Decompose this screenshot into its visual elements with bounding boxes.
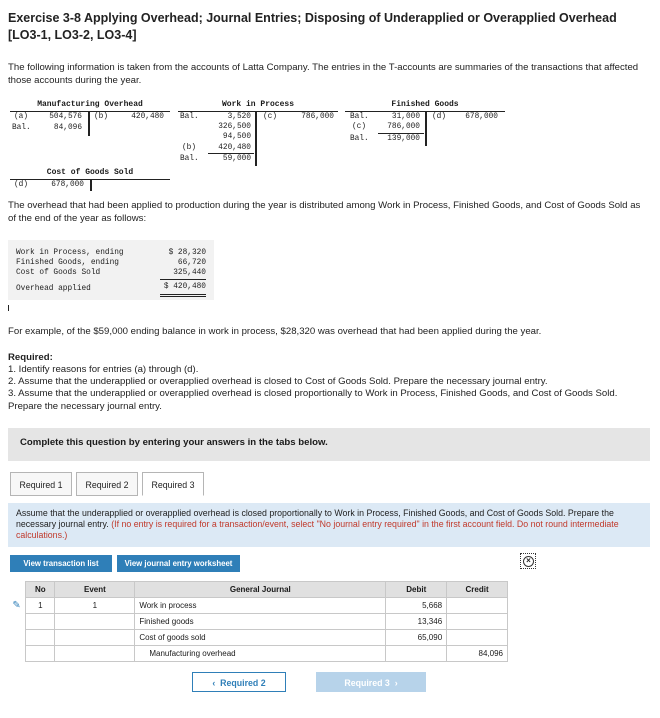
view-transaction-list-button[interactable]: View transaction list — [10, 555, 112, 572]
required-heading: Required: — [8, 352, 53, 363]
table-row: Manufacturing overhead 84,096 — [8, 646, 508, 662]
table-row: ✎ 1 1 Work in process 5,668 — [8, 598, 508, 614]
complete-prompt: Complete this question by entering your answers in the tabs below. — [20, 437, 328, 448]
intro-text: The following information is taken from the accounts of Latta Company. The entries in the T-accounts are summaries of the transactions that affected those accounts during the year. — [8, 62, 639, 86]
instruction-note: (If no entry is required for a transaction/event, select "No journal entry required" in the first account field. Do not round intermediate calculations.) — [16, 519, 619, 540]
required-item-1: 1. Identify reasons for entries (a) through (d). — [8, 364, 199, 375]
example-text: For example, of the $59,000 ending balance in work in process, $28,320 was overhead that had been applied during the year. — [8, 326, 542, 337]
distribution-text: The overhead that had been applied to production during the year is distributed among Work in Process, Finished Goods, and Cost of Goods Sold as of the end of the year as follows: — [8, 200, 641, 224]
required-item-3: 3. Assume that the underapplied or overapplied overhead is closed proportionally to Work in Process, Finished Goods, and Cost of Goods Sold. Prepare the necessary journal entry. — [8, 388, 618, 412]
col-no: No — [26, 582, 55, 598]
tab-required-2[interactable]: Required 2 — [76, 472, 138, 496]
tab-required-1[interactable]: Required 1 — [10, 472, 72, 496]
taccount-mfg-title: Manufacturing Overhead — [37, 100, 143, 109]
col-event: Event — [55, 582, 135, 598]
chevron-right-icon: › — [394, 678, 398, 688]
page-title: Exercise 3-8 Applying Overhead; Journal Entries; Disposing of Underapplied or Overapplied Overhead [LO3-1, LO3-2, LO3-4] — [8, 11, 617, 42]
instruction-main: Assume that the underapplied or overapplied overhead is closed proportionally to Work in Process, Finished Goods, and Cost of Goods Sold. Prepare the necessary journal entry. — [16, 508, 614, 529]
journal-table — [8, 581, 508, 662]
close-icon[interactable]: × — [520, 553, 536, 569]
taccount-wip-title: Work in Process — [221, 100, 294, 109]
pencil-icon[interactable]: ✎ — [12, 600, 21, 611]
col-debit: Debit — [386, 582, 447, 598]
instruction-box — [8, 503, 650, 547]
tab-required-3[interactable]: Required 3 — [142, 472, 204, 496]
chevron-left-icon: ‹ — [212, 678, 216, 688]
complete-prompt-box — [8, 428, 650, 461]
taccount-cogs-title: Cost of Goods Sold — [46, 168, 134, 177]
prev-required-2-button[interactable]: ‹ Required 2 — [192, 672, 286, 692]
taccount-fg-title: Finished Goods — [391, 100, 459, 109]
table-row: Cost of goods sold 65,090 — [8, 630, 508, 646]
col-general-journal: General Journal — [135, 582, 386, 598]
next-required-3-button[interactable]: Required 3 › — [316, 672, 426, 692]
view-journal-worksheet-button[interactable]: View journal entry worksheet — [117, 555, 240, 572]
table-row: Finished goods 13,346 — [8, 614, 508, 630]
required-item-2: 2. Assume that the underapplied or overapplied overhead is closed to Cost of Goods Sold. Prepare the necessary journal entry. — [8, 376, 548, 387]
col-credit: Credit — [447, 582, 508, 598]
